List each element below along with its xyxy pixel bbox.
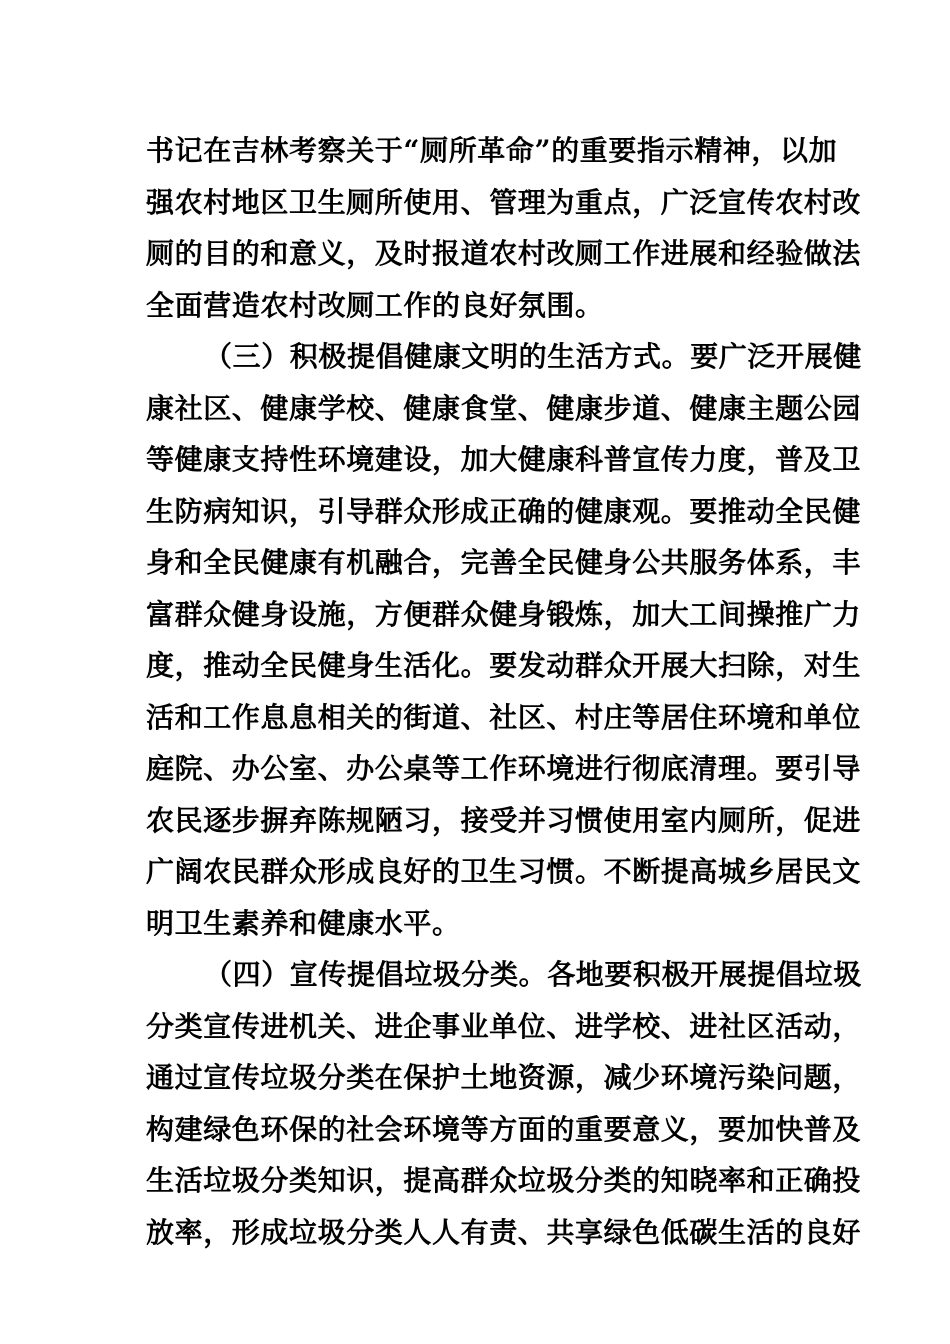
paragraph-2 (146, 331, 862, 949)
paragraph-line: 构建绿色环保的社会环境等方面的重要意义，要加快普及 (146, 1112, 862, 1146)
paragraph-line: 分类宣传进机关、进企事业单位、进学校、进社区活动， (146, 1009, 862, 1043)
paragraph-line: （四）宣传提倡垃圾分类。各地要积极开展提倡垃圾 (204, 958, 862, 991)
paragraph-line: 庭院、办公室、办公桌等工作环境进行彻底清理。要引导 (146, 752, 862, 785)
paragraph-line: 厕的目的和意义，及时报道农村改厕工作进展和经验做法 (146, 237, 862, 270)
paragraph-line: 书记在吉林考察关于“厕所革命”的重要指示精神，以加 (146, 134, 838, 167)
paragraph-line: 广阔农民群众形成良好的卫生习惯。不断提高城乡居民文 (146, 855, 862, 888)
paragraph-line: 明卫生素养和健康水平。 (146, 906, 461, 940)
paragraph-line: 全面营造农村改厕工作的良好氛围。 (146, 288, 604, 322)
paragraph-line: 康社区、健康学校、健康食堂、健康步道、健康主题公园 (146, 391, 862, 425)
paragraph-line: 农民逐步摒弃陈规陋习，接受并习惯使用室内厕所，促进 (146, 803, 862, 837)
paragraph-line: 生防病知识，引导群众形成正确的健康观。要推动全民健 (146, 494, 862, 528)
paragraph-line: （三）积极提倡健康文明的生活方式。要广泛开展健 (204, 340, 862, 373)
paragraph-line: 活和工作息息相关的街道、社区、村庄等居住环境和单位 (146, 700, 862, 734)
paragraph-line: 度，推动全民健身生活化。要发动群众开展大扫除，对生 (146, 649, 862, 682)
paragraph-line: 身和全民健康有机融合，完善全民健身公共服务体系，丰 (146, 546, 862, 579)
paragraph-line: 通过宣传垃圾分类在保护土地资源，减少环境污染问题， (146, 1061, 862, 1094)
document-body (146, 125, 862, 1258)
paragraph-1 (146, 125, 862, 331)
paragraph-line: 强农村地区卫生厕所使用、管理为重点，广泛宣传农村改 (146, 185, 862, 219)
paragraph-line: 生活垃圾分类知识，提高群众垃圾分类的知晓率和正确投 (146, 1164, 862, 1197)
paragraph-line: 等健康支持性环境建设，加大健康科普宣传力度，普及卫 (146, 443, 862, 476)
paragraph-line: 放率，形成垃圾分类人人有责、共享绿色低碳生活的良好 (146, 1215, 862, 1249)
paragraph-3 (146, 949, 862, 1258)
paragraph-line: 富群众健身设施，方便群众健身锻炼，加大工间操推广力 (146, 597, 862, 631)
